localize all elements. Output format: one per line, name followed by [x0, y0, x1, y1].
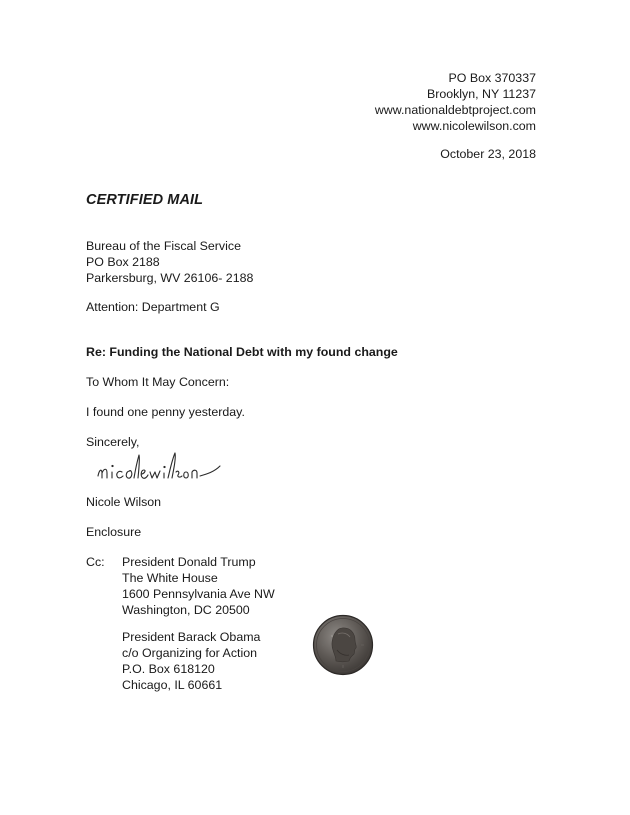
recipient-name: Bureau of the Fiscal Service — [86, 239, 241, 253]
sender-website: www.nicolewilson.com — [412, 119, 536, 133]
sender-website: www.nationaldebtproject.com — [374, 103, 536, 117]
recipient-address-line: Parkersburg, WV 26106- 2188 — [86, 271, 254, 285]
salutation: To Whom It May Concern: — [86, 375, 230, 389]
enclosure-note: Enclosure — [86, 525, 142, 539]
sender-address-line: PO Box 370337 — [448, 71, 536, 85]
cc-recipient-line: Chicago, IL 60661 — [122, 678, 223, 692]
letter-date: October 23, 2018 — [440, 147, 536, 161]
cc-label: Cc: — [86, 555, 105, 569]
signer-name: Nicole Wilson — [86, 495, 162, 509]
certified-mail-heading: CERTIFIED MAIL — [86, 192, 204, 208]
signature — [92, 442, 232, 486]
attention-line: Attention: Department G — [86, 300, 220, 314]
subject-line: Re: Funding the National Debt with my found change — [86, 345, 398, 359]
cc-recipient-line: P.O. Box 618120 — [122, 662, 215, 676]
sender-address — [375, 70, 536, 134]
cc-recipient-line: c/o Organizing for Action — [122, 646, 257, 660]
recipient-address-line: PO Box 2188 — [86, 255, 160, 269]
sender-address-line: Brooklyn, NY 11237 — [426, 87, 536, 101]
cc-recipient-line: The White House — [122, 571, 218, 585]
cc-recipient-line: President Donald Trump — [122, 555, 256, 569]
closing: Sincerely, — [86, 435, 140, 449]
penny-coin-image — [312, 614, 374, 676]
recipient-address — [86, 238, 253, 286]
cc-recipient-line: President Barack Obama — [122, 630, 261, 644]
cc-recipient — [122, 554, 275, 618]
cc-recipient-line: 1600 Pennsylvania Ave NW — [122, 587, 275, 601]
letter-body: I found one penny yesterday. — [86, 405, 245, 419]
cc-recipient-line: Washington, DC 20500 — [122, 603, 250, 617]
cc-recipient — [122, 629, 260, 693]
